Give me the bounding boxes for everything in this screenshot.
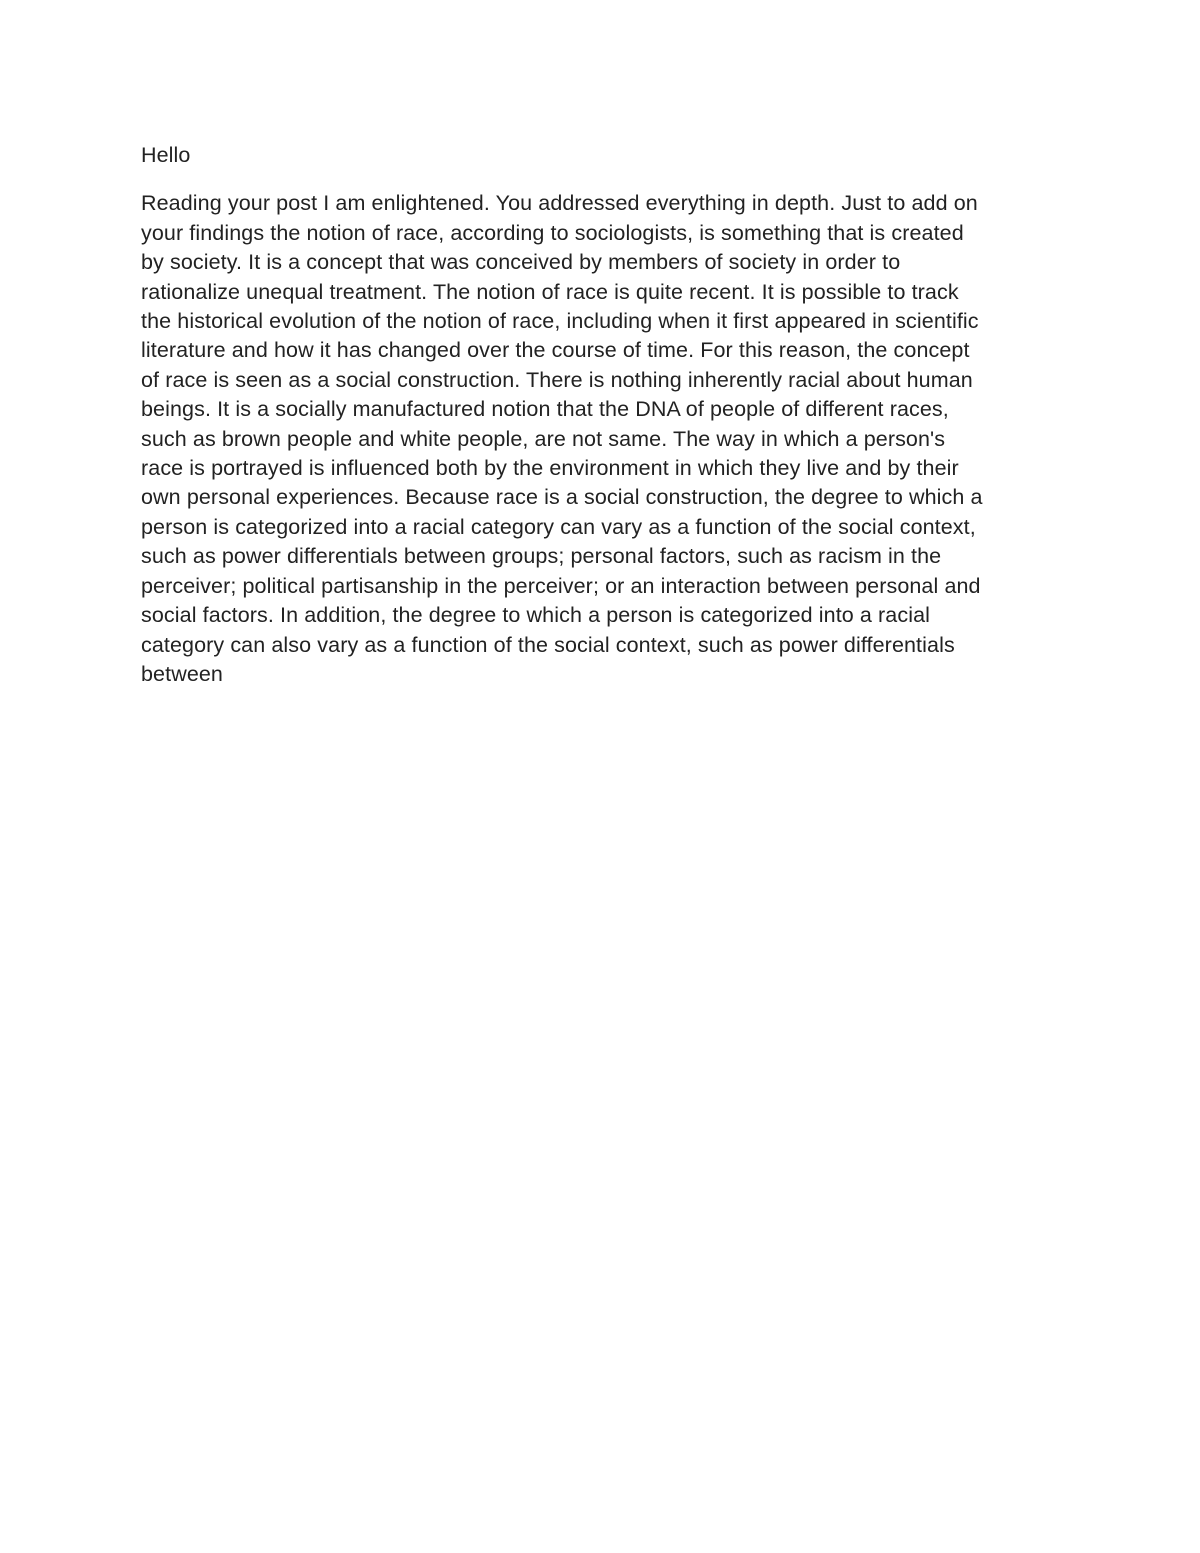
body-line: of race is seen as a social construction. There is nothing inherently racial about human — [141, 367, 973, 392]
document-content — [141, 141, 1061, 689]
body-line: category can also vary as a function of the social context, such as power differentials — [141, 632, 955, 657]
body-line: rationalize unequal treatment. The notion of race is quite recent. It is possible to track — [141, 279, 959, 304]
body-line: the historical evolution of the notion of race, including when it first appeared in scientific — [141, 309, 979, 334]
body-line: beings. It is a socially manufactured notion that the DNA of people of different races, — [141, 397, 949, 422]
body-line: by society. It is a concept that was conceived by members of society in order to — [141, 250, 901, 275]
body-line: perceiver; political partisanship in the perceiver; or an interaction between personal and — [141, 573, 981, 598]
body-line: own personal experiences. Because race is a social construction, the degree to which a — [141, 485, 983, 510]
body-paragraph — [141, 189, 1061, 689]
body-line: literature and how it has changed over the course of time. For this reason, the concept — [141, 338, 970, 363]
body-line: Reading your post I am enlightened. You addressed everything in depth. Just to add on — [141, 191, 978, 216]
greeting-text: Hello — [141, 143, 191, 167]
body-line: race is portrayed is influenced both by the environment in which they live and by their — [141, 456, 959, 481]
body-line: such as brown people and white people, are not same. The way in which a person's — [141, 426, 946, 451]
body-line: such as power differentials between groups; personal factors, such as racism in the — [141, 544, 942, 569]
body-line: between — [141, 661, 223, 686]
body-line: social factors. In addition, the degree to which a person is categorized into a racial — [141, 603, 931, 628]
body-line: person is categorized into a racial category can vary as a function of the social context, — [141, 514, 976, 539]
body-line: your findings the notion of race, according to sociologists, is something that is created — [141, 220, 964, 245]
